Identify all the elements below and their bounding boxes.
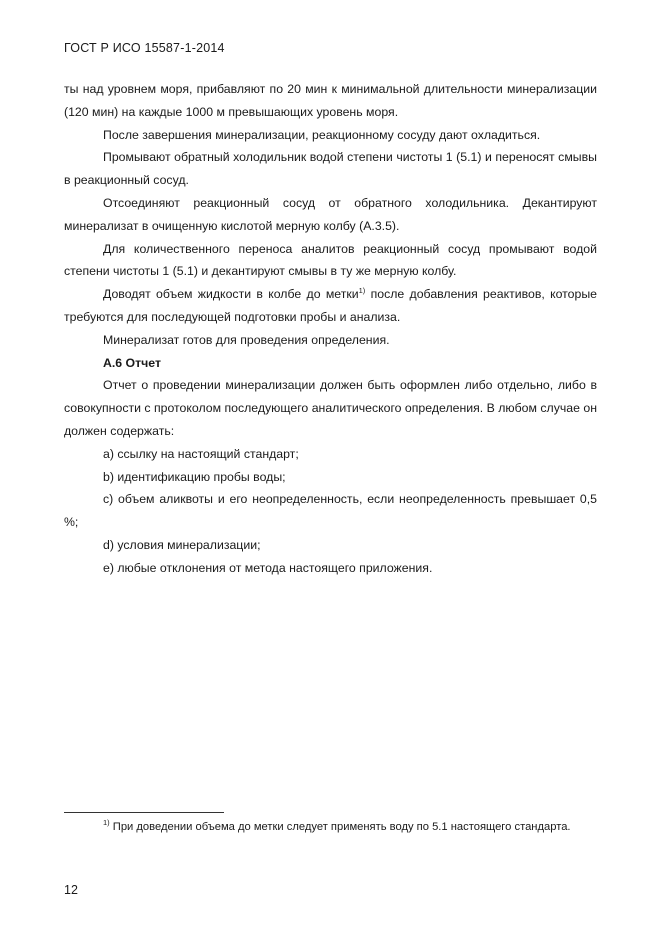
footnote-reference[interactable]: 1): [358, 286, 366, 296]
document-header: ГОСТ Р ИСО 15587-1-2014: [64, 41, 225, 55]
footnote: [64, 819, 597, 837]
footnote-text: При доведении объема до метки следует применять воду по 5.1 настоящего стандарта.: [109, 821, 571, 833]
list-item: b) идентификацию пробы воды;: [103, 469, 286, 484]
list-item: d) условия минерализации;: [103, 537, 261, 552]
section-heading: А.6 Отчет: [103, 355, 161, 370]
list-item: e) любые отклонения от метода настоящего приложения.: [103, 560, 433, 575]
page-number: 12: [64, 883, 78, 897]
paragraph-report-intro: Отчет о проведении минерализации должен быть оформлен либо отдельно, либо в совокупности с протоколом последующего аналитического определения. В любом случае он должен содержать:: [64, 378, 597, 438]
paragraph-ready: Минерализат готов для проведения определения.: [103, 332, 390, 347]
paragraph-quantitative-transfer: Для количественного переноса аналитов реакционный сосуд промывают водой степени чистоты 1 (5.1) и декантируют смывы в ту же мерную колбу.: [64, 241, 597, 279]
fill-to-mark-text: Доводят объем жидкости в колбе до метки: [103, 287, 359, 302]
paragraph-rinse-condenser: Промывают обратный холодильник водой степени чистоты 1 (5.1) и переносят смывы в реакционный сосуд.: [64, 150, 597, 188]
fill-to-mark-text-rest: после добавления реактивов, которые требуются для последующей подготовки пробы и анализа.: [64, 287, 598, 324]
paragraph-continuation: ты над уровнем моря, прибавляют по 20 мин к минимальной длительности минерализации (120 мин) на каждые 1000 м превышающих уровень моря.: [64, 82, 597, 119]
footnote-separator: [64, 812, 224, 813]
list-item: a) ссылку на настоящий стандарт;: [103, 446, 299, 461]
paragraph-cooling: После завершения минерализации, реакционному сосуду дают охладиться.: [103, 127, 541, 142]
footnote-marker: 1): [103, 818, 110, 827]
paragraph-decant: Отсоединяют реакционный сосуд от обратного холодильника. Декантируют минерализат в очищенную кислотой мерную колбу (А.3.5).: [64, 195, 597, 233]
document-body: [64, 78, 597, 580]
paragraph-fill-to-mark: [64, 283, 597, 329]
list-item: c) объем аликвоты и его неопределенность, если неопределенность превышает 0,5 %;: [64, 492, 597, 530]
